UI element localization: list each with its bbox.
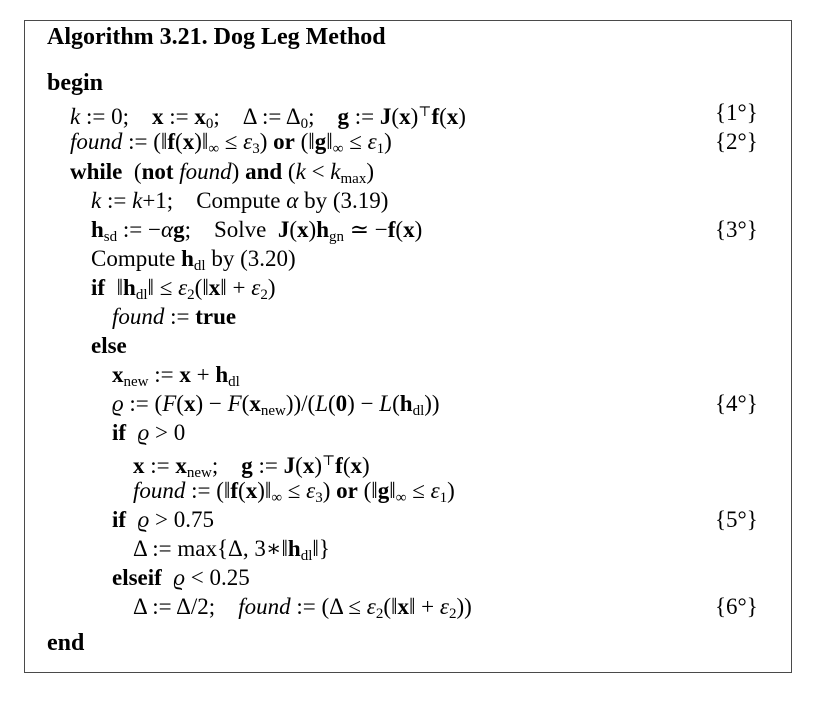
step-tag-2: {2°} xyxy=(715,129,758,154)
algo-line-6: Compute $h_{dl}$ by (3.20) xyxy=(91,246,296,274)
if-line-2: if ϱ > 0 xyxy=(112,420,186,445)
algo-line-14: found := $(‖f(x)‖_\infty \le \varepsilon_3)$ or $(‖g‖_\infty \le \varepsilon_1)$ xyxy=(133,478,455,506)
begin-keyword: begin xyxy=(47,70,104,96)
step-tag-1: {1°} xyxy=(715,100,758,125)
algo-line-5: $h_{sd}$ := −αg; Solve $J(x)h_{gn}$ ≃ −f(x) xyxy=(91,217,423,245)
algo-line-1: k := 0; x := $x_0$; Δ := $\Delta_0$; g := J(x)⊤f(x) xyxy=(70,104,466,132)
step-tag-6: {6°} xyxy=(715,594,758,619)
elseif-line: elseif ϱ < 0.25 xyxy=(112,565,250,590)
step-tag-4: {4°} xyxy=(715,391,758,416)
if-line-1: if $‖h_{dl}‖$ ≤ $\varepsilon_2(‖x‖ + \varepsilon_2)$ xyxy=(91,275,276,303)
while-line: while (not found) and $(k < k_{max})$ xyxy=(70,159,375,187)
step-tag-5: {5°} xyxy=(715,507,758,532)
algorithm-title: Algorithm 3.21. Dog Leg Method xyxy=(47,24,386,50)
else-line: else xyxy=(91,333,127,358)
end-keyword: end xyxy=(47,630,85,656)
algo-line-18: Δ := Δ/2; found := $(\Delta \le \varepsilon_2(‖x‖ + \varepsilon_2))$ xyxy=(133,594,472,622)
step-tag-3: {3°} xyxy=(715,217,758,242)
algo-line-4: k := k+1; Compute α by (3.19) xyxy=(91,188,389,213)
algo-line-16: Δ := max{Δ, $3∗‖h_{dl}‖$} xyxy=(133,536,330,564)
algo-line-8: found := true xyxy=(112,304,237,329)
if-line-3: if ϱ > 0.75 xyxy=(112,507,214,532)
algo-line-2: found := $(‖f(x)‖_\infty \le \varepsilon_3)$ or $(‖g‖_\infty \le \varepsilon_1)$ xyxy=(70,129,392,157)
algo-line-13: x := $x_{new}$; g := J(x)⊤f(x) xyxy=(133,453,370,481)
algo-line-10: $x_{new}$ := $x + h_{dl}$ xyxy=(112,362,240,390)
algo-line-11: ϱ := $(F(x) - F(x_{new}))/(L(0) - L(h_{dl}))$ xyxy=(112,391,440,419)
